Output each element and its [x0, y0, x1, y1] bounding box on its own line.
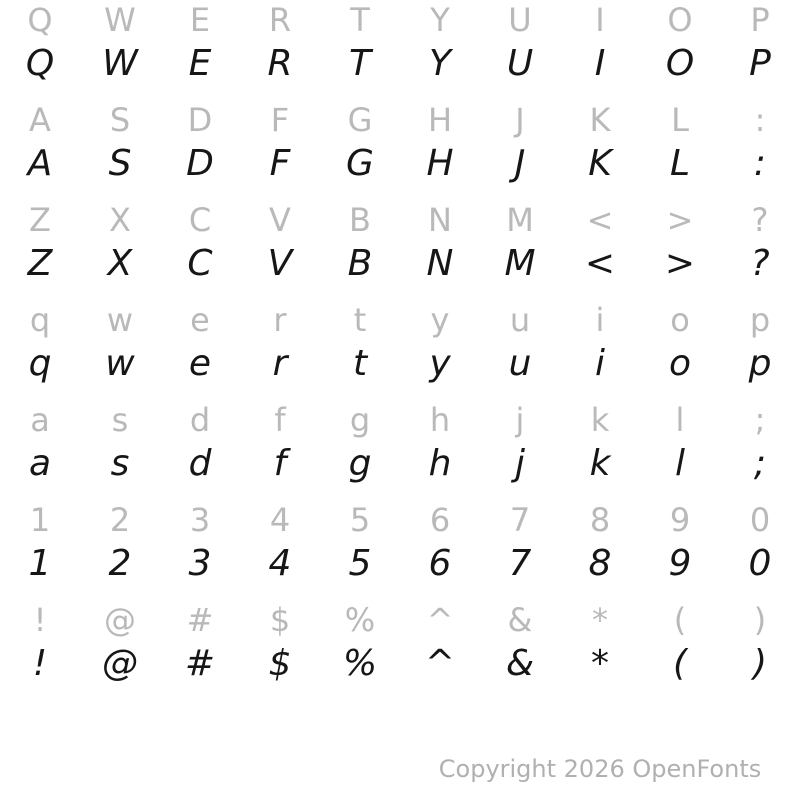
glyph-cell: g [349, 401, 371, 439]
glyph-row-specimen-black-italic-symbols-row [0, 640, 800, 688]
glyph-row-group-lowercase-top-row [0, 300, 800, 400]
glyph-cell: & [507, 601, 533, 639]
glyph-cell: s [111, 401, 129, 439]
glyph-cell: & [505, 643, 535, 684]
glyph-row-specimen-black-italic-uppercase-top-row [0, 40, 800, 88]
glyph-cell: 7 [509, 501, 531, 539]
glyph-cell: E [189, 1, 211, 39]
glyph-cell: K [589, 101, 611, 139]
glyph-cell: q [28, 343, 52, 384]
glyph-cell: e [188, 343, 212, 384]
glyph-cell: 4 [268, 543, 292, 584]
glyph-cell: H [427, 101, 453, 139]
glyph-cell: A [27, 143, 53, 184]
glyph-cell: 0 [748, 543, 772, 584]
glyph-cell: F [269, 143, 291, 184]
glyph-cell: 1 [28, 543, 52, 584]
glyph-cell: M [504, 243, 536, 284]
glyph-cell: F [270, 101, 290, 139]
glyph-cell: y [429, 343, 451, 384]
glyph-cell: A [29, 101, 51, 139]
glyph-cell: U [506, 43, 534, 84]
glyph-cell: Q [27, 1, 53, 39]
glyph-cell: q [29, 301, 51, 339]
glyph-cell: ) [752, 643, 768, 684]
glyph-cell: $ [269, 601, 291, 639]
glyph-cell: l [674, 443, 685, 484]
glyph-cell: N [426, 243, 454, 284]
glyph-cell: J [514, 143, 526, 184]
glyph-cell: M [506, 201, 534, 239]
glyph-row-reference-gray-upright-uppercase-home-row [0, 100, 800, 140]
glyph-cell: j [515, 401, 525, 439]
glyph-cell: h [428, 443, 452, 484]
glyph-cell: > [666, 201, 694, 239]
glyph-cell: T [350, 1, 370, 39]
glyph-cell: 6 [428, 543, 452, 584]
glyph-cell: 3 [189, 501, 211, 539]
glyph-row-group-digits-row [0, 500, 800, 600]
glyph-row-group-uppercase-top-row [0, 0, 800, 100]
glyph-row-specimen-black-italic-digits-row [0, 540, 800, 588]
glyph-cell: d [188, 443, 212, 484]
glyph-cell: $ [268, 643, 292, 684]
glyph-row-reference-gray-upright-symbols-row [0, 600, 800, 640]
glyph-cell: w [106, 301, 134, 339]
glyph-cell: C [187, 243, 213, 284]
glyph-cell: Q [25, 43, 55, 84]
glyph-cell: o [670, 301, 690, 339]
glyph-cell: D [186, 143, 214, 184]
glyph-cell: g [348, 443, 372, 484]
glyph-cell: O [665, 43, 695, 84]
glyph-cell: 9 [669, 501, 691, 539]
glyph-cell: w [105, 343, 135, 384]
glyph-row-reference-gray-upright-digits-row [0, 500, 800, 540]
glyph-cell: y [430, 301, 450, 339]
glyph-cell: p [749, 301, 771, 339]
glyph-cell: L [669, 143, 691, 184]
glyph-row-specimen-black-italic-lowercase-home-row [0, 440, 800, 488]
glyph-cell: a [28, 443, 52, 484]
glyph-cell: ; [754, 401, 766, 439]
glyph-row-specimen-black-italic-lowercase-top-row [0, 340, 800, 388]
glyph-cell: t [353, 301, 367, 339]
glyph-cell: ^ [426, 601, 454, 639]
glyph-cell: U [508, 1, 532, 39]
glyph-cell: 2 [108, 543, 132, 584]
glyph-cell: Z [27, 243, 53, 284]
glyph-cell: r [272, 343, 288, 384]
glyph-cell: i [595, 301, 605, 339]
glyph-cell: # [184, 643, 216, 684]
glyph-cell: W [102, 43, 138, 84]
glyph-cell: ( [673, 601, 687, 639]
glyph-cell: T [349, 43, 371, 84]
glyph-cell: j [514, 443, 525, 484]
glyph-cell: V [269, 201, 291, 239]
glyph-cell: G [347, 101, 373, 139]
glyph-cell: 5 [348, 543, 372, 584]
glyph-row-reference-gray-upright-lowercase-top-row [0, 300, 800, 340]
glyph-cell: a [30, 401, 50, 439]
glyph-row-reference-gray-upright-lowercase-home-row [0, 400, 800, 440]
glyph-cell: 0 [749, 501, 771, 539]
glyph-cell: Y [429, 43, 451, 84]
copyright-footer: Copyright 2026 OpenFonts [438, 755, 762, 783]
glyph-cell: C [188, 201, 212, 239]
glyph-cell: p [748, 343, 772, 384]
glyph-cell: 8 [589, 501, 611, 539]
glyph-cell: u [509, 301, 531, 339]
glyph-row-reference-gray-upright-uppercase-bottom-row [0, 200, 800, 240]
glyph-cell: l [675, 401, 685, 439]
glyph-cell: # [186, 601, 214, 639]
glyph-cell: K [588, 143, 612, 184]
glyph-cell: ^ [424, 643, 456, 684]
glyph-cell: % [344, 601, 376, 639]
glyph-cell: f [273, 443, 287, 484]
glyph-cell: @ [104, 601, 136, 639]
glyph-row-group-symbols-row [0, 600, 800, 700]
glyph-cell: 3 [188, 543, 212, 584]
glyph-cell: 7 [508, 543, 532, 584]
glyph-cell: r [273, 301, 287, 339]
glyph-cell: ! [32, 643, 48, 684]
glyph-cell: N [428, 201, 452, 239]
glyph-cell: W [104, 1, 136, 39]
glyph-cell: 6 [429, 501, 451, 539]
glyph-cell: k [589, 443, 611, 484]
glyph-cell: P [749, 43, 771, 84]
glyph-cell: Y [430, 1, 450, 39]
glyph-cell: ? [751, 201, 769, 239]
glyph-cell: R [267, 43, 293, 84]
glyph-cell: I [594, 43, 606, 84]
glyph-cell: P [750, 1, 770, 39]
glyph-cell: O [667, 1, 693, 39]
glyph-cell: k [590, 401, 610, 439]
glyph-cell: ) [753, 601, 767, 639]
glyph-cell: 1 [29, 501, 51, 539]
glyph-cell: < [584, 243, 616, 284]
glyph-cell: % [342, 643, 378, 684]
glyph-cell: : [753, 143, 767, 184]
glyph-cell: < [586, 201, 614, 239]
glyph-cell: 2 [109, 501, 131, 539]
glyph-cell: e [190, 301, 210, 339]
glyph-cell: h [429, 401, 451, 439]
glyph-row-reference-gray-upright-uppercase-top-row [0, 0, 800, 40]
glyph-cell: d [189, 401, 211, 439]
glyph-cell: Z [29, 201, 51, 239]
glyph-cell: ! [33, 601, 47, 639]
glyph-cell: S [109, 101, 131, 139]
glyph-cell: : [754, 101, 766, 139]
glyph-cell: 8 [588, 543, 612, 584]
glyph-cell: B [347, 243, 373, 284]
glyph-cell: L [671, 101, 689, 139]
glyph-cell: i [594, 343, 605, 384]
glyph-row-group-lowercase-home-row [0, 400, 800, 500]
glyph-cell: I [595, 1, 605, 39]
glyph-cell: R [268, 1, 292, 39]
glyph-row-specimen-black-italic-uppercase-home-row [0, 140, 800, 188]
glyph-cell: o [668, 343, 692, 384]
glyph-cell: * [592, 601, 608, 639]
glyph-cell: J [515, 101, 525, 139]
glyph-cell: X [107, 243, 133, 284]
glyph-cell: S [108, 143, 132, 184]
glyph-cell: D [187, 101, 213, 139]
glyph-cell: f [274, 401, 286, 439]
glyph-cell: B [349, 201, 371, 239]
glyph-cell: V [267, 243, 293, 284]
glyph-cell: X [109, 201, 131, 239]
glyph-cell: u [508, 343, 532, 384]
glyph-cell: t [352, 343, 368, 384]
glyph-cell: > [664, 243, 696, 284]
glyph-cell: ; [753, 443, 767, 484]
glyph-cell: s [110, 443, 130, 484]
glyph-row-group-uppercase-home-row [0, 100, 800, 200]
glyph-cell: 9 [668, 543, 692, 584]
glyph-row-specimen-black-italic-uppercase-bottom-row [0, 240, 800, 288]
glyph-cell: ( [672, 643, 688, 684]
glyph-cell: 4 [269, 501, 291, 539]
glyph-cell: G [346, 143, 374, 184]
glyph-cell: @ [102, 643, 138, 684]
glyph-cell: ? [750, 243, 770, 284]
glyph-cell: * [591, 643, 609, 684]
glyph-cell: E [188, 43, 212, 84]
glyph-row-group-uppercase-bottom-row [0, 200, 800, 300]
glyph-cell: 5 [349, 501, 371, 539]
glyph-cell: H [426, 143, 454, 184]
